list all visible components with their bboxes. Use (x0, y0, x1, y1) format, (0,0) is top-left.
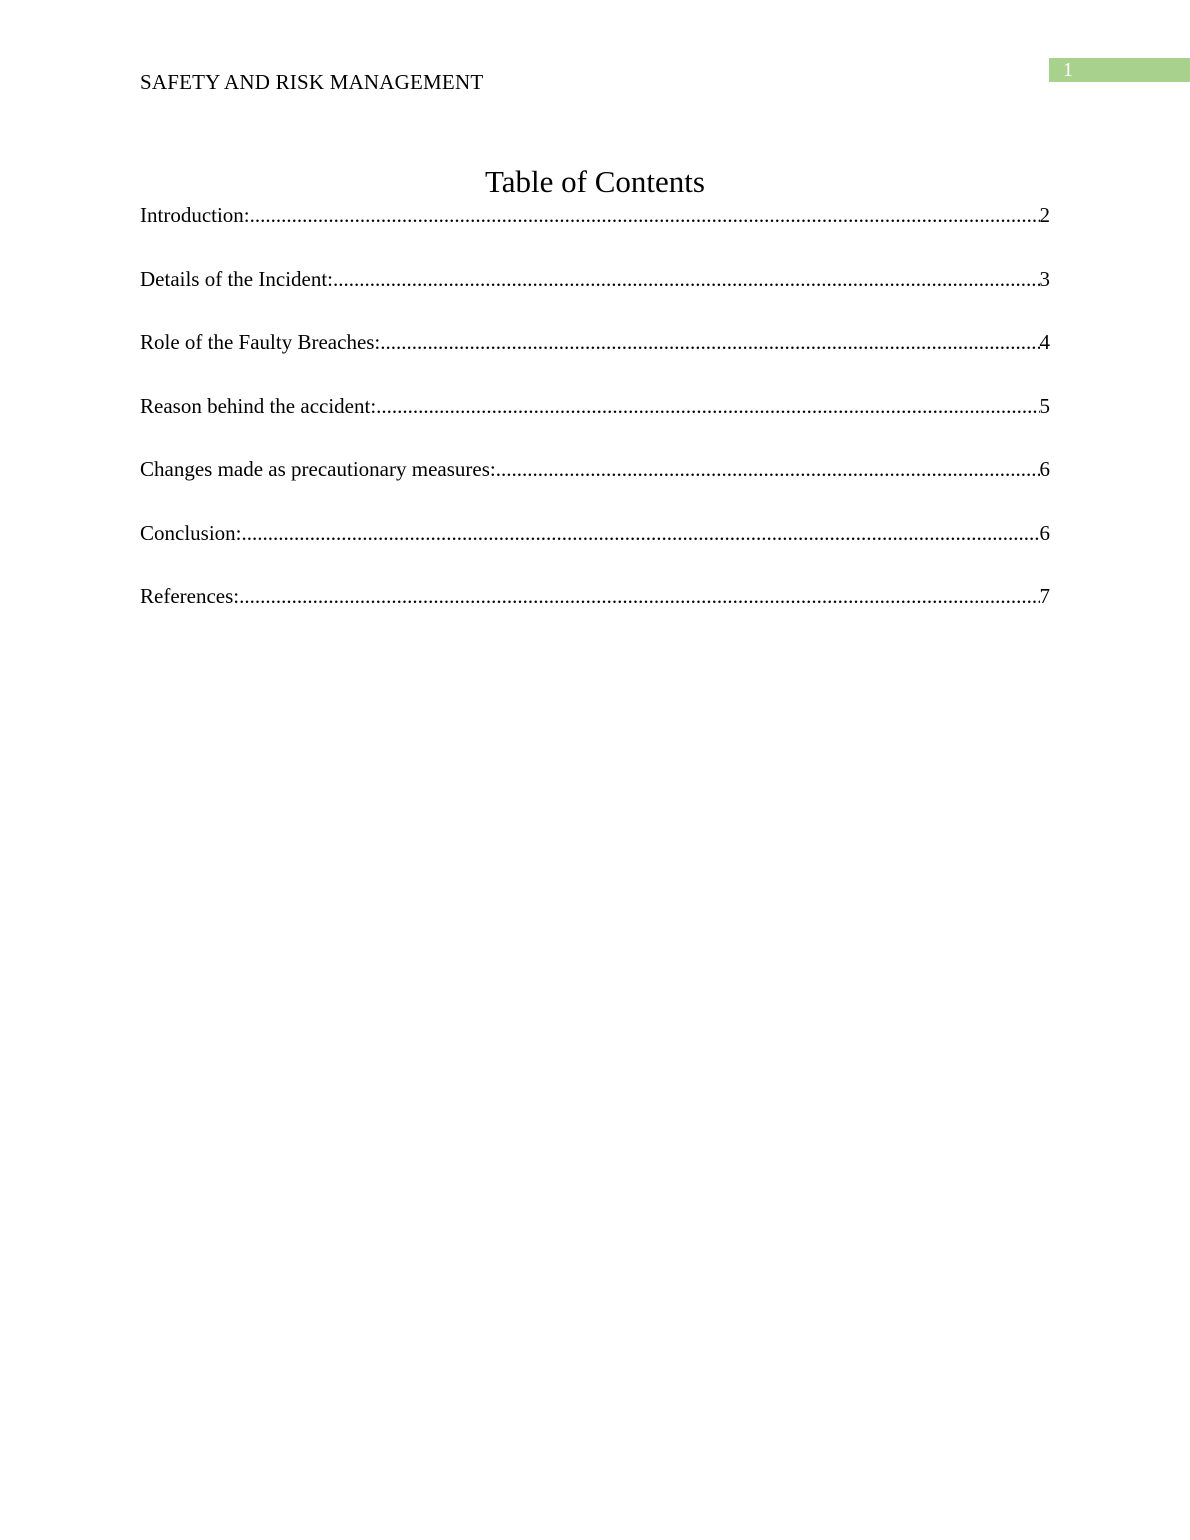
toc-dot-leader (250, 200, 1040, 230)
page-number: 1 (1063, 59, 1073, 81)
toc-entry-references[interactable] (140, 581, 1050, 645)
toc-entry-conclusion[interactable] (140, 518, 1050, 582)
toc-entry-page: 5 (1039, 393, 1050, 418)
toc-dot-leader (242, 518, 1040, 548)
toc-dot-leader (239, 581, 1039, 611)
toc-entry-label: References: (140, 584, 240, 608)
toc-dot-leader (333, 264, 1039, 294)
toc-entry-page: 3 (1039, 266, 1050, 291)
toc-entry-label: Introduction: (140, 203, 250, 227)
toc-entry-page: 6 (1039, 457, 1050, 481)
page-number-tab (1049, 58, 1190, 82)
running-head: SAFETY AND RISK MANAGEMENT (140, 70, 484, 94)
toc-entry-label: Details of the Incident: (140, 266, 334, 291)
toc-entry-details-of-incident[interactable] (140, 264, 1050, 328)
toc-dot-leader (376, 391, 1039, 421)
toc-title: Table of Contents (485, 164, 705, 199)
toc-entry-page: 7 (1039, 584, 1050, 608)
toc-dot-leader (380, 327, 1039, 357)
toc-entry-page: 2 (1039, 203, 1050, 227)
toc-entry-changes-made[interactable] (140, 454, 1050, 518)
toc-entry-page: 4 (1039, 330, 1050, 354)
toc-entry-role-of-faulty-breaches[interactable] (140, 327, 1050, 391)
toc-entry-introduction[interactable] (140, 200, 1050, 264)
toc-entry-page: 6 (1039, 520, 1050, 545)
toc-entry-reason-behind-accident[interactable] (140, 391, 1050, 455)
toc-entry-label: Conclusion: (140, 520, 242, 545)
toc-entry-label: Reason behind the accident: (140, 393, 377, 418)
toc-list (140, 200, 1050, 645)
toc-entry-label: Changes made as precautionary measures: (140, 457, 496, 481)
toc-entry-label: Role of the Faulty Breaches: (140, 330, 381, 354)
toc-dot-leader (496, 454, 1040, 484)
